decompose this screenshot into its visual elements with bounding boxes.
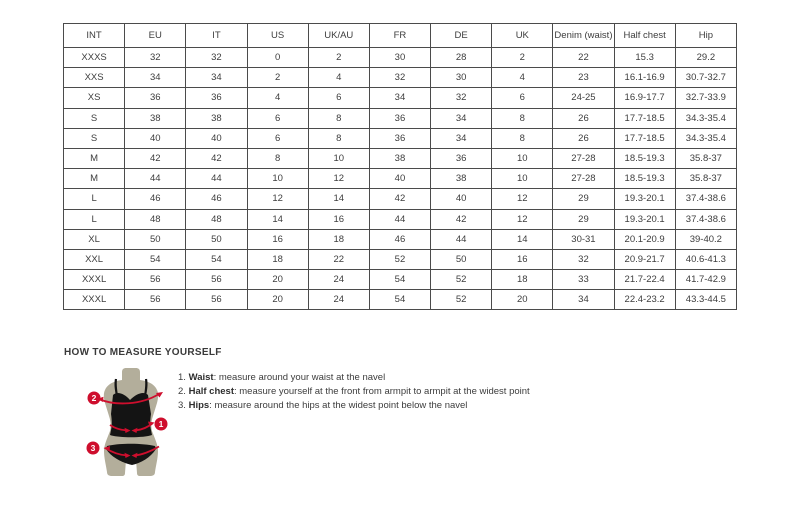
table-cell: 22	[308, 249, 369, 269]
table-cell: 2	[247, 68, 308, 88]
table-cell: 32.7-33.9	[675, 88, 736, 108]
header-cell: Half chest	[614, 24, 675, 48]
table-cell: 46	[125, 189, 186, 209]
table-cell: 30-31	[553, 229, 614, 249]
table-cell: 35.8-37	[675, 148, 736, 168]
step-label: Half chest	[188, 386, 234, 398]
table-cell: 10	[308, 148, 369, 168]
header-row	[64, 24, 737, 48]
table-cell: 24-25	[553, 88, 614, 108]
badge-chest	[88, 392, 101, 405]
size-chart-body	[64, 48, 737, 310]
table-cell: 50	[125, 229, 186, 249]
table-cell: 12	[492, 209, 553, 229]
table-cell: 34	[125, 68, 186, 88]
table-cell: 54	[125, 249, 186, 269]
table-cell: 20	[247, 270, 308, 290]
size-chart-header	[64, 24, 737, 48]
table-cell: 56	[125, 270, 186, 290]
table-cell: 40	[369, 169, 430, 189]
badge-waist	[155, 418, 168, 431]
header-cell: INT	[64, 24, 125, 48]
table-cell: 27-28	[553, 169, 614, 189]
header-cell: EU	[125, 24, 186, 48]
table-row	[64, 270, 737, 290]
table-row	[64, 68, 737, 88]
measure-section-title: HOW TO MEASURE YOURSELF	[64, 347, 222, 358]
table-cell: 21.7-22.4	[614, 270, 675, 290]
table-cell: 42	[186, 148, 247, 168]
header-cell: UK/AU	[308, 24, 369, 48]
table-cell: 14	[308, 189, 369, 209]
badge-waist-number: 1	[158, 419, 164, 429]
header-cell: DE	[431, 24, 492, 48]
step-number: 3.	[178, 400, 186, 412]
table-row	[64, 108, 737, 128]
table-cell: 20	[247, 290, 308, 310]
table-cell: 40	[431, 189, 492, 209]
table-row	[64, 290, 737, 310]
table-cell: 26	[553, 108, 614, 128]
step-label: Waist	[188, 372, 214, 383]
table-cell: 34	[431, 128, 492, 148]
table-cell: 16.1-16.9	[614, 68, 675, 88]
table-cell: 18.5-19.3	[614, 148, 675, 168]
table-cell: 48	[186, 209, 247, 229]
table-cell: XS	[64, 88, 125, 108]
table-cell: 30	[431, 68, 492, 88]
step-number: 2.	[178, 386, 186, 398]
table-cell: 56	[186, 270, 247, 290]
table-cell: 34.3-35.4	[675, 108, 736, 128]
table-cell: 34	[186, 68, 247, 88]
table-cell: 36	[186, 88, 247, 108]
table-cell: 52	[369, 249, 430, 269]
header-cell: Hip	[675, 24, 736, 48]
table-cell: 36	[369, 128, 430, 148]
table-cell: 32	[431, 88, 492, 108]
table-cell: 22	[553, 48, 614, 68]
table-cell: 24	[308, 290, 369, 310]
table-row	[64, 148, 737, 168]
table-cell: 8	[492, 128, 553, 148]
table-cell: 37.4-38.6	[675, 209, 736, 229]
table-cell: 2	[308, 48, 369, 68]
table-row	[64, 88, 737, 108]
table-cell: 18	[492, 270, 553, 290]
table-row	[64, 128, 737, 148]
table-cell: 6	[492, 88, 553, 108]
table-cell: XXL	[64, 249, 125, 269]
measure-step-waist	[178, 371, 608, 385]
table-cell: 29	[553, 209, 614, 229]
table-cell: 38	[369, 148, 430, 168]
table-cell: 0	[247, 48, 308, 68]
table-cell: 8	[492, 108, 553, 128]
table-cell: 37.4-38.6	[675, 189, 736, 209]
table-cell: 20.1-20.9	[614, 229, 675, 249]
table-cell: 6	[247, 108, 308, 128]
table-cell: 4	[247, 88, 308, 108]
table-cell: 19.3-20.1	[614, 209, 675, 229]
table-cell: 54	[369, 290, 430, 310]
table-cell: 42	[369, 189, 430, 209]
table-cell: 26	[553, 128, 614, 148]
table-cell: 44	[186, 169, 247, 189]
table-cell: XXXL	[64, 270, 125, 290]
table-cell: S	[64, 128, 125, 148]
table-cell: 30	[369, 48, 430, 68]
mannequin-illustration-icon	[82, 365, 182, 485]
table-cell: 10	[492, 169, 553, 189]
step-number: 1.	[178, 372, 186, 383]
table-cell: 33	[553, 270, 614, 290]
table-cell: S	[64, 108, 125, 128]
table-cell: M	[64, 148, 125, 168]
table-cell: 46	[369, 229, 430, 249]
table-cell: 12	[308, 169, 369, 189]
table-cell: 15.3	[614, 48, 675, 68]
table-cell: 36	[369, 108, 430, 128]
table-cell: 18	[308, 229, 369, 249]
table-cell: 16	[308, 209, 369, 229]
table-cell: XL	[64, 229, 125, 249]
table-cell: 24	[308, 270, 369, 290]
table-cell: 41.7-42.9	[675, 270, 736, 290]
table-cell: 6	[247, 128, 308, 148]
table-cell: 6	[308, 88, 369, 108]
table-cell: 42	[125, 148, 186, 168]
table-cell: 44	[125, 169, 186, 189]
table-cell: 18	[247, 249, 308, 269]
table-cell: 46	[186, 189, 247, 209]
table-cell: 10	[247, 169, 308, 189]
table-cell: 52	[431, 270, 492, 290]
header-cell: US	[247, 24, 308, 48]
step-text: : measure yourself at the front from armpit to armpit at the widest point	[233, 386, 530, 398]
table-cell: 17.7-18.5	[614, 128, 675, 148]
table-cell: L	[64, 189, 125, 209]
table-cell: 16	[492, 249, 553, 269]
table-cell: 8	[308, 108, 369, 128]
table-cell: 54	[369, 270, 430, 290]
table-cell: 36	[431, 148, 492, 168]
table-cell: 18.5-19.3	[614, 169, 675, 189]
table-cell: 54	[186, 249, 247, 269]
table-cell: 16.9-17.7	[614, 88, 675, 108]
header-cell: IT	[186, 24, 247, 48]
table-cell: 12	[247, 189, 308, 209]
table-cell: 38	[186, 108, 247, 128]
table-cell: 48	[125, 209, 186, 229]
table-cell: 34	[553, 290, 614, 310]
table-row	[64, 249, 737, 269]
table-cell: L	[64, 209, 125, 229]
table-cell: 35.8-37	[675, 169, 736, 189]
table-cell: 56	[186, 290, 247, 310]
table-cell: 17.7-18.5	[614, 108, 675, 128]
table-cell: 34	[431, 108, 492, 128]
table-cell: 12	[492, 189, 553, 209]
table-row	[64, 169, 737, 189]
table-cell: 22.4-23.2	[614, 290, 675, 310]
table-cell: XXS	[64, 68, 125, 88]
table-cell: 30.7-32.7	[675, 68, 736, 88]
table-cell: 2	[492, 48, 553, 68]
table-cell: 8	[247, 148, 308, 168]
table-cell: 44	[369, 209, 430, 229]
table-cell: 32	[369, 68, 430, 88]
table-cell: 10	[492, 148, 553, 168]
table-cell: 34.3-35.4	[675, 128, 736, 148]
table-cell: 34	[369, 88, 430, 108]
measure-step-half-chest	[178, 385, 608, 399]
table-cell: 50	[431, 249, 492, 269]
table-row	[64, 209, 737, 229]
table-cell: 14	[247, 209, 308, 229]
table-cell: 20	[492, 290, 553, 310]
step-label: Hips	[188, 400, 210, 412]
header-cell: Denim (waist)	[553, 24, 614, 48]
table-cell: 20.9-21.7	[614, 249, 675, 269]
table-cell: 36	[125, 88, 186, 108]
table-cell: 4	[492, 68, 553, 88]
table-cell: 42	[431, 209, 492, 229]
table-cell: XXXS	[64, 48, 125, 68]
table-cell: 14	[492, 229, 553, 249]
table-cell: 32	[186, 48, 247, 68]
table-cell: 32	[125, 48, 186, 68]
table-cell: 29	[553, 189, 614, 209]
table-cell: 29.2	[675, 48, 736, 68]
header-cell: FR	[369, 24, 430, 48]
step-text: : measure around your waist at the navel	[213, 372, 386, 383]
table-cell: 19.3-20.1	[614, 189, 675, 209]
table-cell: 28	[431, 48, 492, 68]
measure-step-hips	[178, 399, 608, 413]
measure-instructions	[178, 371, 608, 414]
table-cell: 39-40.2	[675, 229, 736, 249]
table-cell: 44	[431, 229, 492, 249]
table-cell: 56	[125, 290, 186, 310]
table-cell: 8	[308, 128, 369, 148]
table-row	[64, 189, 737, 209]
measurement-figure	[82, 365, 182, 485]
table-cell: 43.3-44.5	[675, 290, 736, 310]
table-cell: 40	[186, 128, 247, 148]
badge-hips-number: 3	[90, 443, 96, 453]
table-cell: 4	[308, 68, 369, 88]
header-cell: UK	[492, 24, 553, 48]
size-chart-table	[63, 23, 737, 310]
table-cell: 50	[186, 229, 247, 249]
table-cell: 40	[125, 128, 186, 148]
table-row	[64, 48, 737, 68]
table-row	[64, 229, 737, 249]
table-cell: 38	[431, 169, 492, 189]
table-cell: 32	[553, 249, 614, 269]
table-cell: M	[64, 169, 125, 189]
table-cell: 52	[431, 290, 492, 310]
table-cell: 38	[125, 108, 186, 128]
step-text: : measure around the hips at the widest point below the navel	[209, 400, 468, 412]
table-cell: 16	[247, 229, 308, 249]
table-cell: 40.6-41.3	[675, 249, 736, 269]
badge-chest-number: 2	[91, 393, 97, 403]
table-cell: 23	[553, 68, 614, 88]
badge-hips	[87, 442, 100, 455]
table-cell: XXXL	[64, 290, 125, 310]
table-cell: 27-28	[553, 148, 614, 168]
